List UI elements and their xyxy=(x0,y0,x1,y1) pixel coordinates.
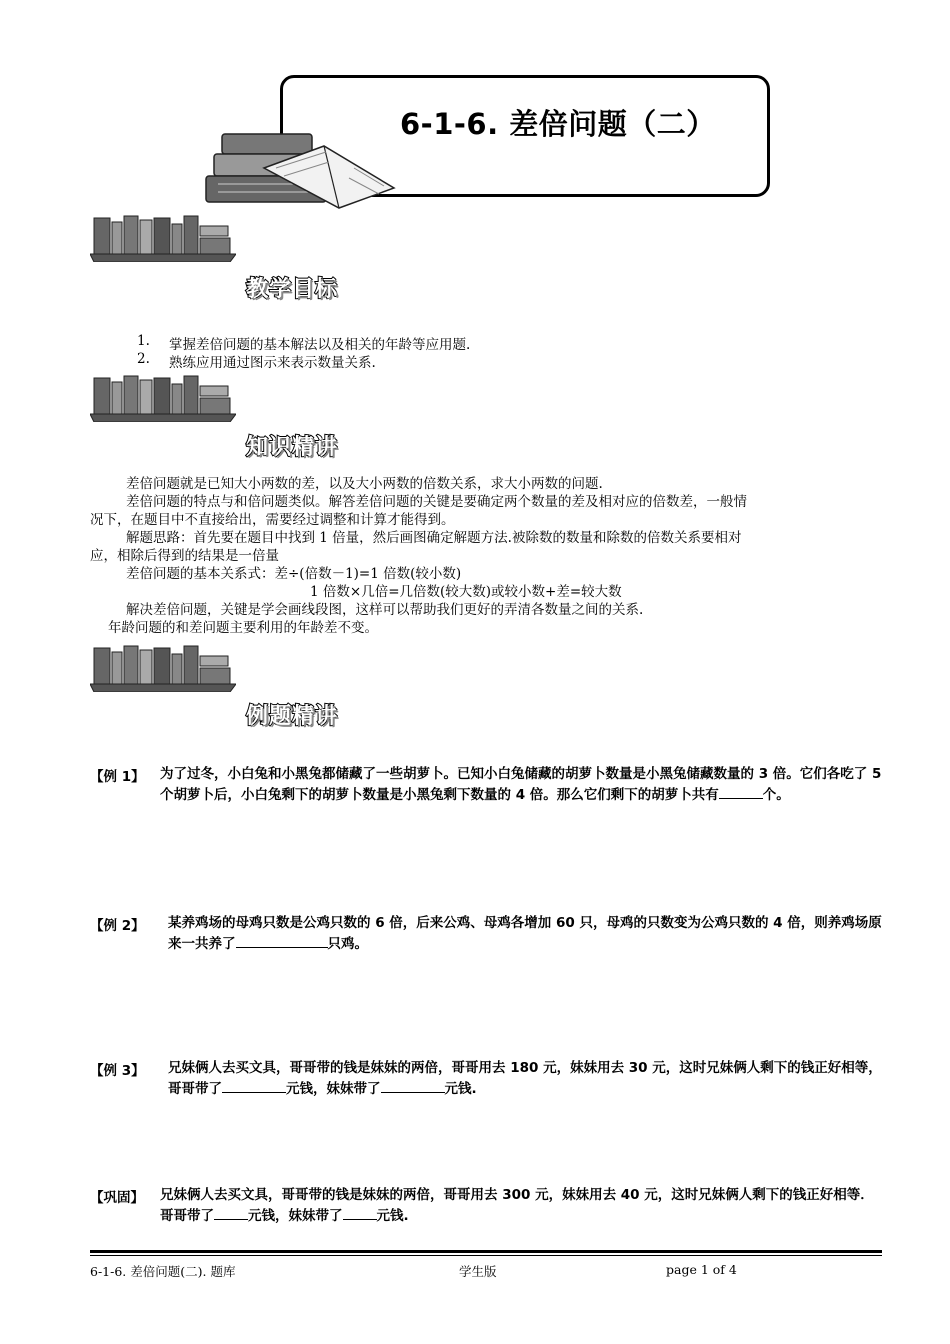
example-text xyxy=(168,914,882,954)
example-text-part: 兄妹俩人去买文具，哥哥带的钱是妹妹的两倍，哥哥用去 300 元，妹妹用去 40 元，这时兄妹俩人剩下的钱正好相等．哥哥带了 xyxy=(160,1187,874,1224)
goal-text: 熟练应用通过图示来表示数量关系. xyxy=(169,355,376,371)
knowledge-line: 况下，在题目中不直接给出，需要经过调整和计算才能得到。 xyxy=(90,512,455,528)
footer-left: 6-1-6. 差倍问题(二). 题库 xyxy=(90,1264,236,1279)
goal-item xyxy=(137,351,637,369)
knowledge-line: 差倍问题就是已知大小两数的差，以及大小两数的倍数关系，求大小两数的问题. xyxy=(126,476,603,492)
footer-page-number: page 1 of 4 xyxy=(666,1262,737,1277)
answer-blank[interactable] xyxy=(222,1078,286,1093)
answer-blank[interactable] xyxy=(214,1205,248,1220)
answer-blank[interactable] xyxy=(381,1078,445,1093)
example-text-part: 某养鸡场的母鸡只数是公鸡只数的 6 倍，后来公鸡、母鸡各增加 60 只，母鸡的只数变为公鸡只数的 4 倍，则养鸡场原来一共养了 xyxy=(168,915,882,952)
knowledge-line: 差倍问题的特点与和倍问题类似。解答差倍问题的关键是要确定两个数量的差及相对应的倍数差，一般情 xyxy=(126,494,747,510)
knowledge-line: 解决差倍问题，关键是学会画线段图，这样可以帮助我们更好的弄清各数量之间的关系. xyxy=(126,602,644,618)
section-title-goals: 教学目标 xyxy=(246,277,339,302)
example-label: 【例 2】 xyxy=(90,918,145,934)
example-label: 【巩固】 xyxy=(90,1190,144,1206)
page-title: 6-1-6. 差倍问题（二） xyxy=(400,107,716,141)
goal-item xyxy=(137,333,637,351)
answer-blank[interactable] xyxy=(236,933,328,948)
example-text-part: 个。 xyxy=(762,787,790,803)
bookshelf-icon xyxy=(90,212,236,262)
example-text-part: 元钱. xyxy=(444,1081,477,1097)
example-text xyxy=(160,1186,882,1226)
example-text-part: 只鸡。 xyxy=(327,936,368,952)
section-title-knowledge: 知识精讲 xyxy=(246,435,339,460)
knowledge-line: 解题思路：首先要在题目中找到 1 倍量，然后画图确定解题方法.被除数的数量和除数的倍数关系要相对 xyxy=(126,530,742,546)
bookshelf-icon xyxy=(90,642,236,692)
knowledge-line: 差倍问题的基本关系式：差÷(倍数－1)=1 倍数(较小数) xyxy=(126,566,462,582)
example-text xyxy=(168,1059,882,1099)
section-title-examples: 例题精讲 xyxy=(246,704,339,729)
footer-rule xyxy=(90,1250,882,1253)
goal-text: 掌握差倍问题的基本解法以及相关的年龄等应用题. xyxy=(169,337,471,353)
example-label: 【例 1】 xyxy=(90,769,145,785)
book-stack-illustration xyxy=(204,128,404,212)
answer-blank[interactable] xyxy=(719,784,763,799)
example-text-part: 元钱. xyxy=(376,1208,409,1224)
example-text-part: 为了过冬，小白兔和小黑兔都储藏了一些胡萝卜。已知小白兔储藏的胡萝卜数量是小黑兔储藏数量的 3 倍。它们各吃了 5 个胡萝卜后，小白兔剩下的胡萝卜数量是小黑兔剩下数量的 4 倍。那么它们剩下的胡萝卜共有 xyxy=(160,766,882,803)
example-text-part: 元钱，妹妹带了 xyxy=(286,1081,381,1097)
goal-number: 2. xyxy=(137,351,150,367)
footer-rule xyxy=(90,1255,882,1256)
example-label: 【例 3】 xyxy=(90,1063,145,1079)
example-text xyxy=(160,765,882,805)
goal-number: 1. xyxy=(137,333,150,349)
example-text-part: 元钱，妹妹带了 xyxy=(248,1208,343,1224)
answer-blank[interactable] xyxy=(343,1205,377,1220)
knowledge-line: 年龄问题的和差问题主要利用的年龄差不变。 xyxy=(108,620,378,636)
knowledge-line: 1 倍数×几倍=几倍数(较大数)或较小数+差=较大数 xyxy=(310,584,622,600)
example-text-part: 兄妹俩人去买文具，哥哥带的钱是妹妹的两倍，哥哥用去 180 元，妹妹用去 30 元，这时兄妹俩人剩下的钱正好相等，哥哥带了 xyxy=(168,1060,882,1097)
knowledge-line: 应，相除后得到的结果是一倍量 xyxy=(90,548,279,564)
bookshelf-icon xyxy=(90,372,236,422)
footer-center: 学生版 xyxy=(459,1264,497,1279)
